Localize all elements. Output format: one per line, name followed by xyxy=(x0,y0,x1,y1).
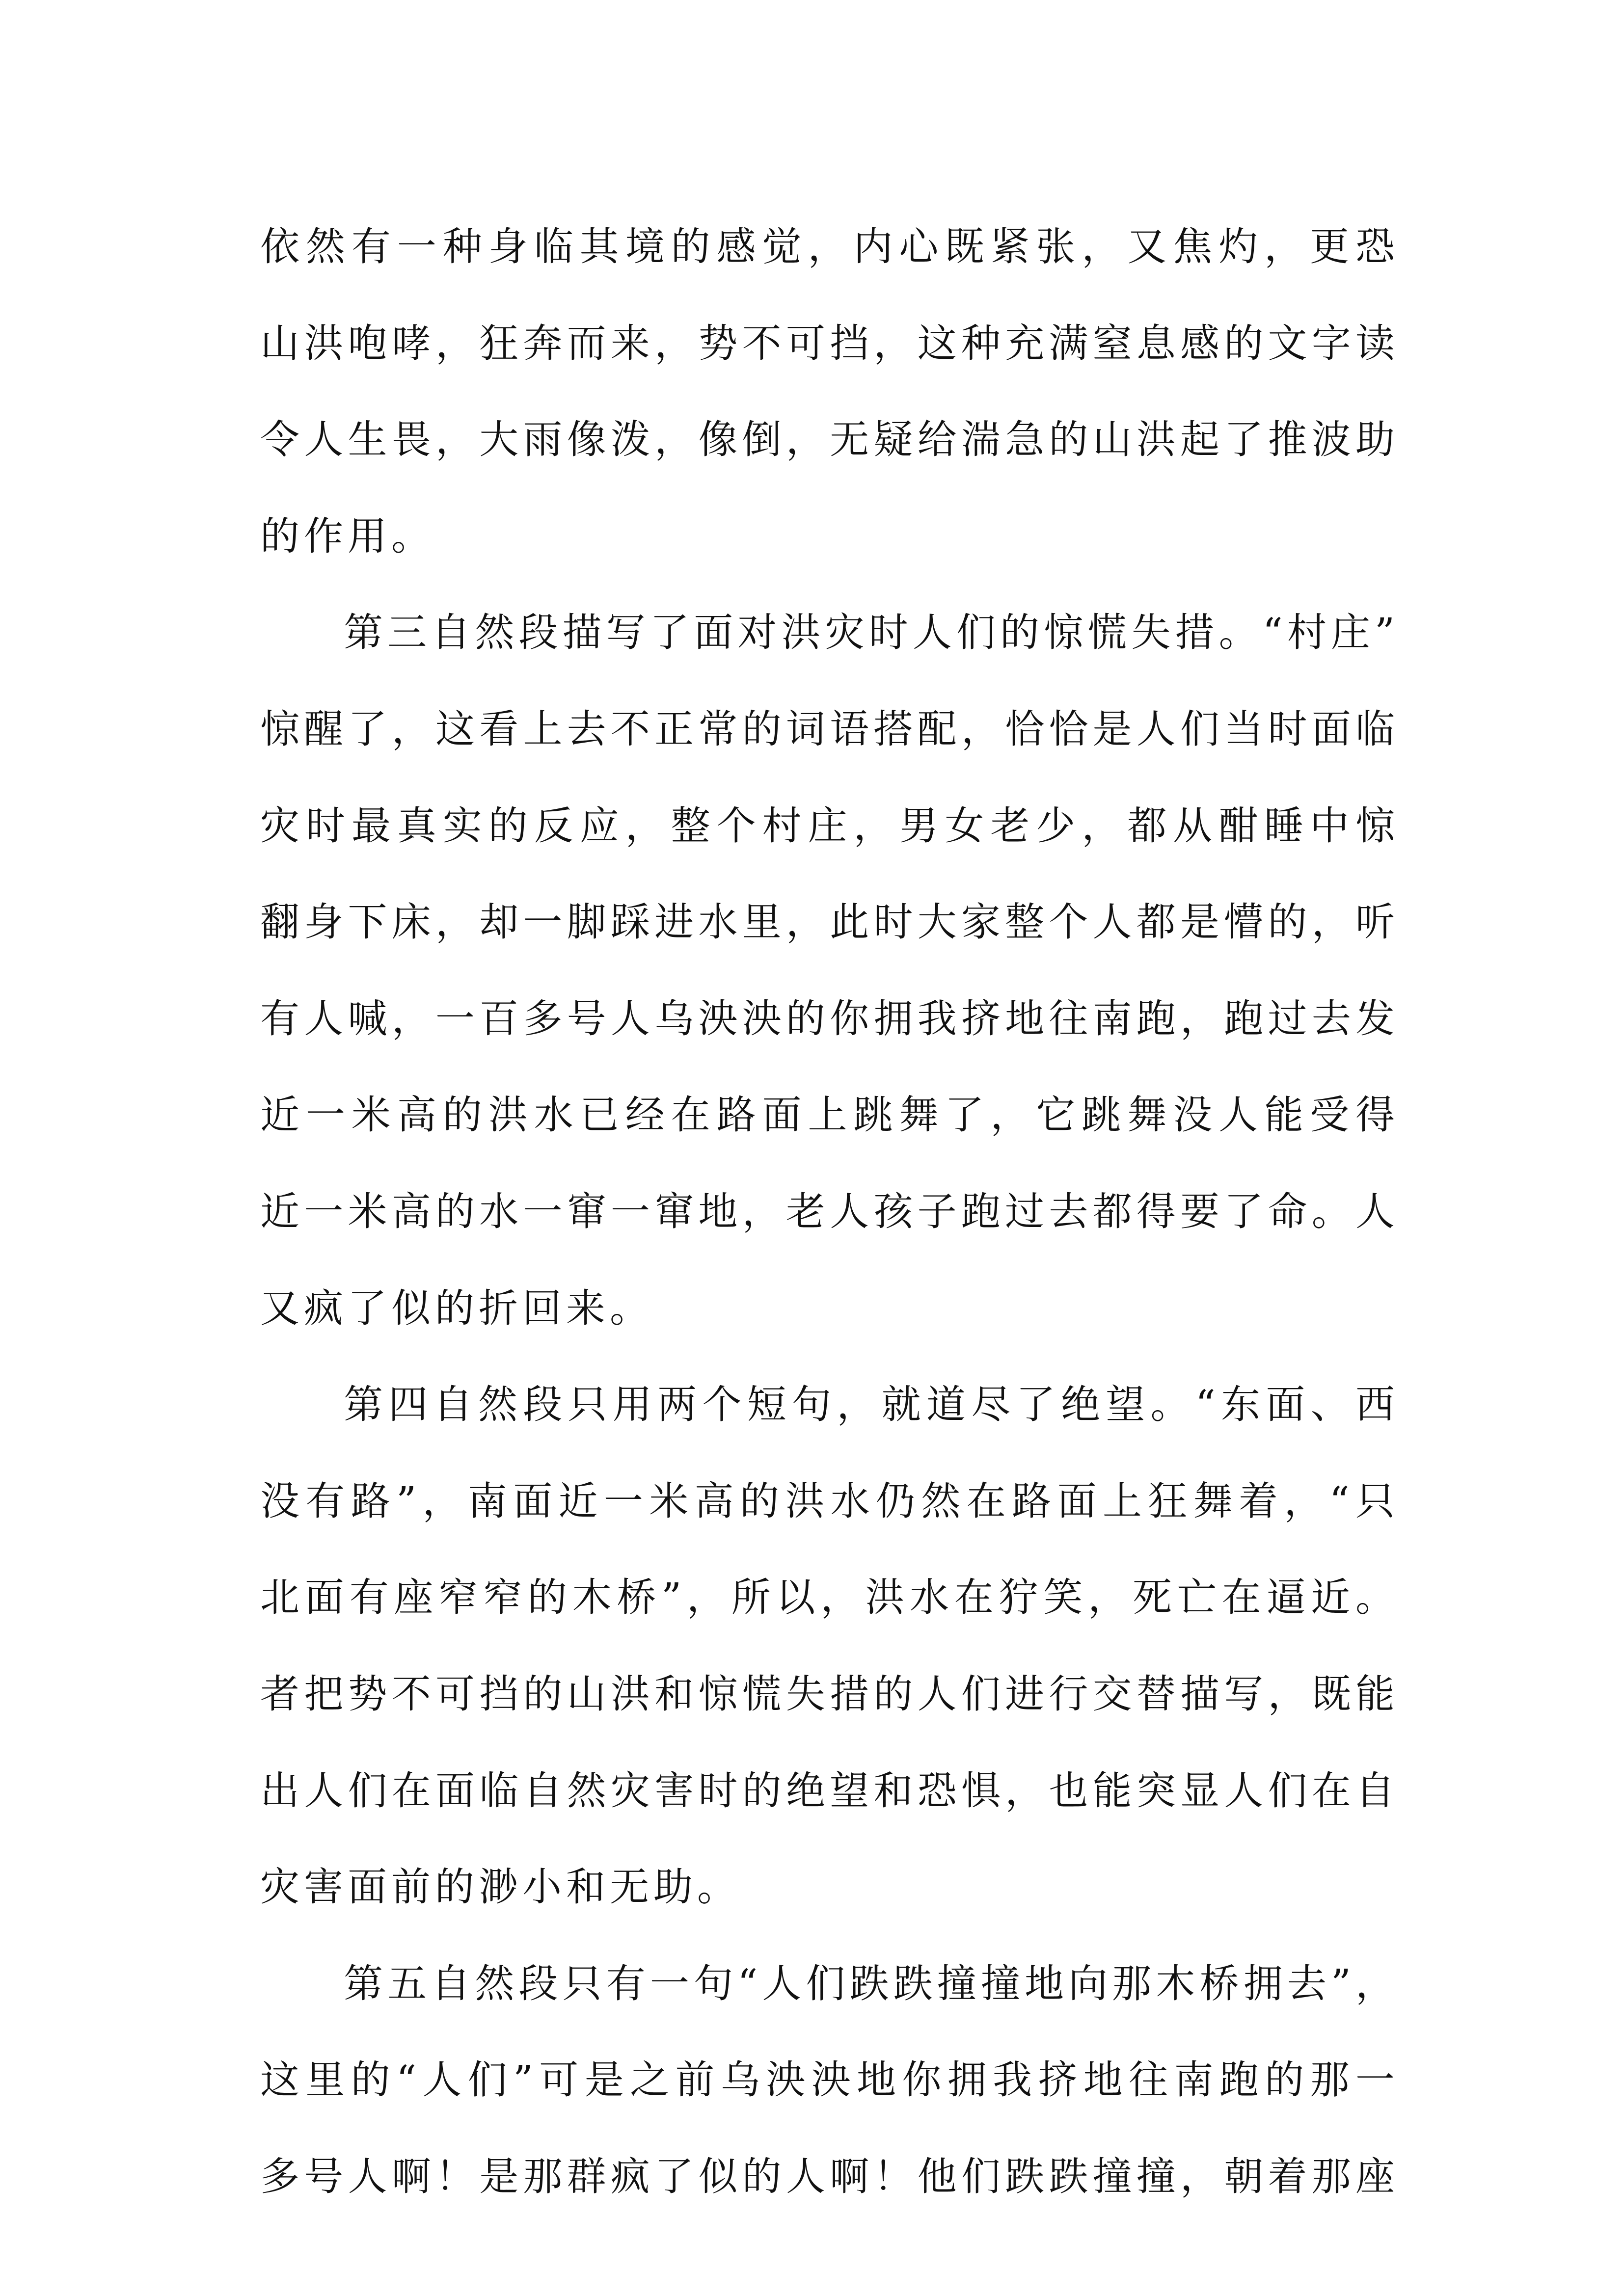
text-line: 灾时最真实的反应，整个村庄，男女老少，都从酣睡中惊 xyxy=(260,802,1399,849)
text-line: 这里的“人们”可是之前乌泱泱地你拥我挤地往南跑的那一 xyxy=(260,2057,1399,2103)
text-line: 依然有一种身临其境的感觉，内心既紧张，又焦灼，更恐 xyxy=(260,224,1399,269)
text-line: 近一米高的水一窜一窜地，老人孩子跑过去都得要了命。人 xyxy=(260,1188,1399,1234)
body-text xyxy=(260,199,1399,2225)
paragraph-first-line: 第四自然段只用两个短句，就道尽了绝望。“东面、西 xyxy=(344,1382,1399,1428)
text-line: 翻身下床，却一脚踩进水里，此时大家整个人都是懵的，听 xyxy=(260,899,1399,945)
paragraph-first-line: 第三自然段描写了面对洪灾时人们的惊慌失措。“村庄” xyxy=(344,610,1399,656)
text-line: 者把势不可挡的山洪和惊慌失措的人们进行交替描写，既能 xyxy=(260,1671,1399,1717)
text-line: 令人生畏，大雨像泼，像倒，无疑给湍急的山洪起了推波助 xyxy=(260,417,1399,463)
text-line: 出人们在面临自然灾害时的绝望和恐惧，也能突显人们在自 xyxy=(260,1767,1399,1814)
text-line: 北面有座窄窄的木桥”，所以，洪水在狞笑，死亡在逼近。 xyxy=(260,1575,1399,1621)
paragraph-first-line: 第五自然段只有一句“人们跌跌撞撞地向那木桥拥去”， xyxy=(344,1960,1399,2006)
text-line: 没有路”，南面近一米高的洪水仍然在路面上狂舞着，“只 xyxy=(260,1478,1399,1524)
text-line: 的作用。 xyxy=(260,513,435,559)
text-line: 惊醒了，这看上去不正常的词语搭配，恰恰是人们当时面临 xyxy=(260,706,1399,752)
text-line: 多号人啊！是那群疯了似的人啊！他们跌跌撞撞，朝着那座 xyxy=(260,2153,1399,2199)
text-line: 有人喊，一百多号人乌泱泱的你拥我挤地往南跑，跑过去发 xyxy=(260,995,1399,1041)
text-line: 灾害面前的渺小和无助。 xyxy=(260,1864,741,1910)
text-line: 近一米高的洪水已经在路面上跳舞了，它跳舞没人能受得 xyxy=(260,1092,1399,1138)
text-line: 又疯了似的折回来。 xyxy=(260,1285,653,1331)
text-line: 山洪咆哮，狂奔而来，势不可挡，这种充满窒息感的文字读 xyxy=(260,320,1399,366)
